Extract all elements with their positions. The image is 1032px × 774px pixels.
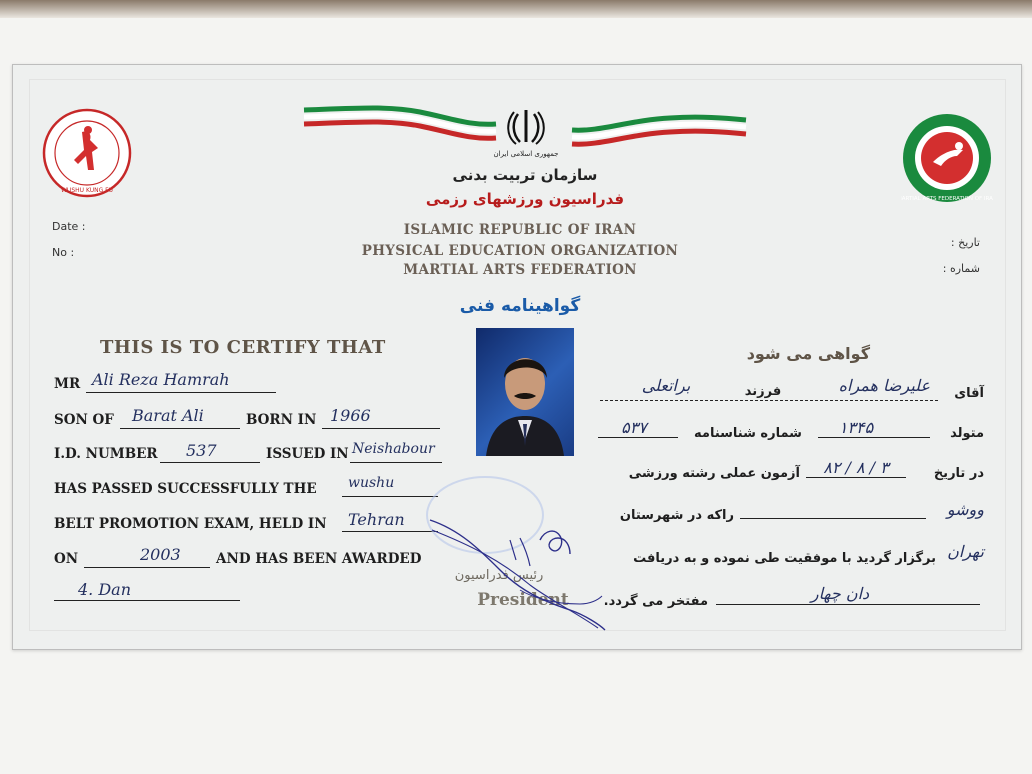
- federation-name-fa: فدراسیون ورزشهای رزمی: [425, 190, 625, 208]
- issued-in-label: ISSUED IN: [266, 446, 349, 462]
- wushu-logo-icon: [42, 108, 132, 198]
- name-line: [86, 392, 276, 393]
- exam-label: BELT PROMOTION EXAM, HELD IN: [54, 516, 327, 532]
- federation-logo: [901, 112, 993, 204]
- date-label-en: Date :: [52, 220, 86, 233]
- holder-name-fa: علیرضا همراه: [838, 376, 930, 395]
- issued-city-en: Neishabour: [352, 441, 435, 457]
- son-of-label: SON OF: [54, 412, 114, 428]
- background-strip: [0, 0, 1032, 18]
- on-label: ON: [54, 551, 79, 567]
- persian-born-line: [818, 437, 930, 438]
- exam-year-en: 2003: [140, 545, 181, 564]
- mr-label: MR: [54, 376, 81, 392]
- persian-rank-line: [716, 604, 980, 605]
- born-year-fa: ۱۳۴۵: [838, 418, 874, 437]
- discipline-en: wushu: [348, 475, 395, 491]
- portrait-image: [476, 328, 574, 456]
- wushu-logo: [42, 108, 132, 198]
- number-label-fa: شماره :: [942, 262, 980, 275]
- father-line: [120, 428, 240, 429]
- rank-en: 4. Dan: [78, 580, 132, 599]
- certify-heading-fa: گواهی می شود: [746, 344, 870, 363]
- id-number-en: 537: [186, 441, 217, 460]
- number-label-en: No :: [52, 246, 75, 259]
- mr-label-fa: آقای: [954, 386, 984, 401]
- emblem-caption: جمهوری اسلامی ایران: [493, 150, 559, 158]
- date-label-row-fa: در تاریخ: [933, 466, 984, 481]
- son-label-fa: فرزند: [744, 384, 782, 399]
- exam-label-fa: آزمون عملی رشته ورزشی: [628, 466, 800, 481]
- certificate-title-fa: گواهینامه فنی: [459, 296, 581, 316]
- right-logo-ring-text: MARTIAL ARTS FEDERATION OF IRAN: [901, 196, 993, 202]
- exam-city-en: Tehran: [348, 510, 405, 529]
- persian-date-line: [806, 477, 906, 478]
- flag-ribbon-right: [570, 110, 750, 154]
- persian-discipline-line: [740, 518, 926, 519]
- flag-ribbon-left: [300, 104, 500, 148]
- born-label-fa: متولد: [950, 426, 984, 441]
- organization-name-fa: سازمان تربیت بدنی: [452, 166, 598, 184]
- passed-label: HAS PASSED SUCCESSFULLY THE: [54, 481, 317, 497]
- held-label-fa: برگزار گردید با موفقیت طی نموده و به دریافت: [633, 551, 936, 566]
- header-line-3: MARTIAL ARTS FEDERATION: [403, 262, 637, 278]
- holder-name-en: Ali Reza Hamrah: [92, 370, 230, 389]
- born-in-label: BORN IN: [246, 412, 317, 428]
- certify-heading-en: THIS IS TO CERTIFY THAT: [100, 337, 386, 358]
- federation-logo-icon: [901, 112, 993, 204]
- left-logo-ring-text: WUSHU KUNG FU: [61, 187, 113, 194]
- president-title-fa: رئیس فدراسیون: [454, 568, 544, 583]
- exam-date-fa: ۸۲ / ۸ / ۳: [823, 458, 889, 477]
- exam-city-fa: تهران: [947, 542, 984, 561]
- id-number-label: I.D. NUMBER: [54, 446, 158, 462]
- header-line-1: ISLAMIC REPUBLIC OF IRAN: [403, 222, 637, 238]
- rank-line: [54, 600, 240, 601]
- holder-photo: [476, 328, 574, 456]
- rank-fa: دان چهار: [810, 584, 870, 603]
- header-line-2: PHYSICAL EDUCATION ORGANIZATION: [361, 243, 679, 259]
- persian-name-line: [600, 400, 938, 401]
- father-name-fa: براتعلی: [641, 376, 691, 395]
- iran-emblem-icon: [506, 106, 546, 148]
- president-title-en: President: [477, 590, 569, 610]
- id-line: [160, 462, 260, 463]
- id-number-fa: ۵۳۷: [621, 418, 647, 437]
- proud-label-fa: مفتخر می گردد.: [603, 594, 708, 609]
- born-line: [322, 428, 440, 429]
- awarded-label: AND HAS BEEN AWARDED: [216, 551, 422, 567]
- discipline-fa: ووشو: [946, 500, 984, 519]
- id-label-fa: شماره شناسنامه: [694, 426, 802, 441]
- president-signature: [420, 500, 620, 640]
- year-line: [84, 567, 210, 568]
- persian-id-line: [598, 437, 678, 438]
- city-label-fa: راکه در شهرستان: [619, 508, 734, 523]
- father-name-en: Barat Ali: [132, 406, 204, 425]
- born-year-en: 1966: [330, 406, 371, 425]
- date-label-fa: تاریخ :: [950, 236, 980, 249]
- issued-line: [350, 462, 442, 463]
